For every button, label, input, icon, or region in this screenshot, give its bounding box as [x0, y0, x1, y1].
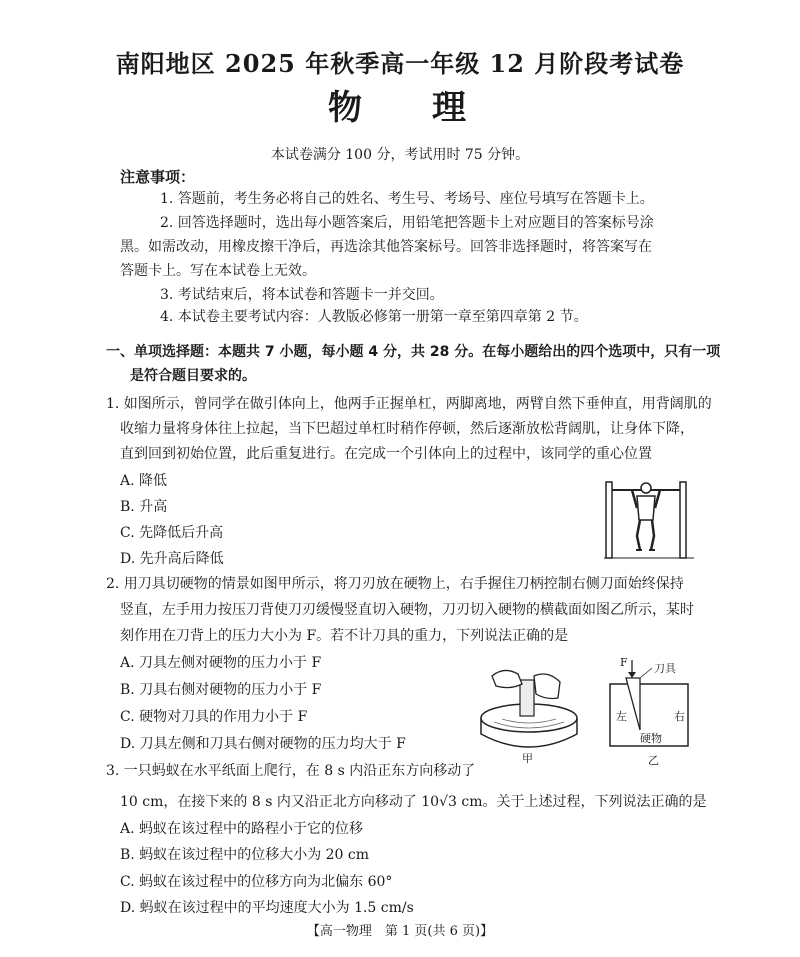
subject-char-2: 理	[432, 88, 472, 128]
q1-option-b: B. 升高	[120, 499, 168, 515]
q3-line-1: 3. 一只蚂蚁在水平纸面上爬行，在 8 s 内沿正东方向移动了	[106, 763, 476, 779]
q2-figure-yi	[602, 656, 702, 768]
notice-line-4: 答题卡上。写在本试卷上无效。	[120, 263, 316, 279]
subject-title	[0, 80, 800, 129]
q2-figure-right-label: 右	[674, 710, 685, 723]
section1-heading: 一、单项选择题：本题共 7 小题，每小题 4 分，共 28 分。在每小题给出的四个选项中，只有一项	[106, 344, 721, 360]
section1-heading-cont: 是符合题目要求的。	[130, 368, 256, 384]
q2-figure-jia	[474, 656, 584, 768]
q2-option-a: A. 刀具左侧对硬物的压力小于 F	[120, 655, 322, 671]
q2-figure-object-label: 硬物	[640, 732, 662, 745]
notice-line-6: 4. 本试卷主要考试内容：人教版必修第一册第一章至第四章第 2 节。	[160, 309, 588, 325]
q2-option-b: B. 刀具右侧对硬物的压力小于 F	[120, 682, 322, 698]
notice-line-3: 黑。如需改动，用橡皮擦干净后，再选涂其他答案标号。回答非选择题时，将答案写在	[120, 239, 652, 255]
q1-option-d: D. 先升高后降低	[120, 551, 224, 567]
q2-line-3: 刻作用在刀背上的压力大小为 F。若不计刀具的重力，下列说法正确的是	[120, 628, 569, 644]
subject-char-1: 物	[328, 88, 368, 128]
q2-line-2: 竖直，左手用力按压刀背使刀刃缓慢竖直切入硬物，刀刃切入硬物的横截面如图乙所示，某时	[120, 602, 694, 618]
exam-info: 本试卷满分 100 分，考试用时 75 分钟。	[270, 147, 530, 163]
q1-option-a: A. 降低	[120, 473, 168, 489]
q3-line-2: 10 cm，在接下来的 8 s 内又沿正北方向移动了 10√3 cm。关于上述过程，下列说法正确的是	[120, 794, 707, 810]
q1-line-3: 直到回到初始位置，此后重复进行。在完成一个引体向上的过程中，该同学的重心位置	[120, 446, 652, 462]
q1-figure-pullup	[604, 470, 694, 562]
q3-option-d: D. 蚂蚁在该过程中的平均速度大小为 1.5 cm/s	[120, 900, 414, 916]
q2-figure-left-label: 左	[616, 710, 627, 723]
q3-option-b: B. 蚂蚁在该过程中的位移大小为 20 cm	[120, 847, 370, 863]
q2-figure-knife-label: 刀具	[654, 662, 676, 675]
q2-figure-jia-label: 甲	[522, 752, 533, 765]
q2-option-d: D. 刀具左侧和刀具右侧对硬物的压力均大于 F	[120, 736, 406, 752]
q2-figure-yi-label: 乙	[648, 754, 659, 767]
q2-line-1: 2. 用刀具切硬物的情景如图甲所示，将刀刃放在硬物上，右手握住刀柄控制右侧刀面始终保持	[106, 576, 684, 592]
notice-line-2: 2. 回答选择题时，选出每小题答案后，用铅笔把答题卡上对应题目的答案标号涂	[160, 215, 654, 231]
notice-heading: 注意事项：	[120, 168, 196, 186]
q1-option-c: C. 先降低后升高	[120, 525, 224, 541]
notice-line-5: 3. 考试结束后，将本试卷和答题卡一并交回。	[160, 287, 444, 303]
notice-line-1: 1. 答题前，考生务必将自己的姓名、考生号、考场号、座位号填写在答题卡上。	[160, 191, 654, 207]
q3-option-a: A. 蚂蚁在该过程中的路程小于它的位移	[120, 821, 364, 837]
q2-option-c: C. 硬物对刀具的作用力小于 F	[120, 709, 308, 725]
q3-option-c: C. 蚂蚁在该过程中的位移方向为北偏东 60°	[120, 874, 393, 890]
q2-figure-force-label: F	[620, 656, 628, 669]
page-footer: 【高一物理 第 1 页(共 6 页)】	[306, 924, 494, 939]
q1-line-1: 1. 如图所示，曾同学在做引体向上，他两手正握单杠，两脚离地，两臂自然下垂伸直，用背阔肌的	[106, 396, 712, 412]
q1-line-2: 收缩力量将身体往上拉起，当下巴超过单杠时稍作停顿，然后逐渐放松背阔肌，让身体下降，	[120, 421, 694, 437]
exam-title: 南阳地区 2025 年秋季高一年级 12 月阶段考试卷	[115, 49, 685, 78]
